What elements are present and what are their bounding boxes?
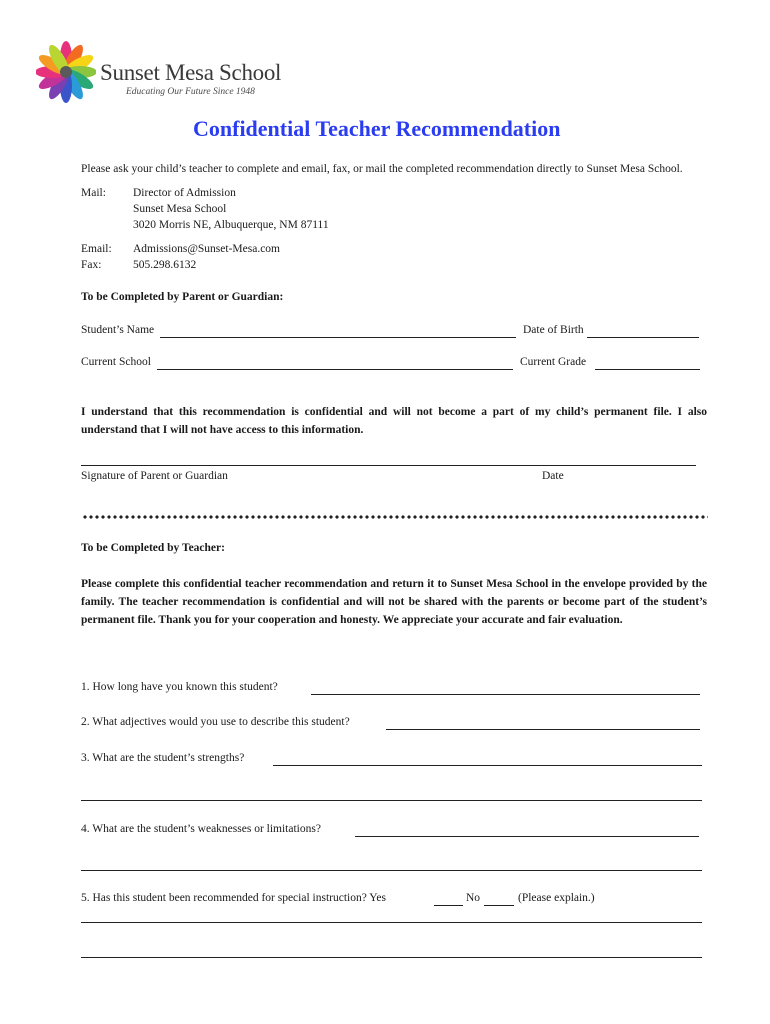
question-1-label: 1. How long have you known this student? (81, 681, 278, 693)
question-2-label: 2. What adjectives would you use to describe this student? (81, 716, 350, 728)
question-5-explain-label: (Please explain.) (518, 892, 595, 904)
question-3-field[interactable] (273, 765, 702, 766)
question-5-label: 5. Has this student been recommended for special instruction? Yes (81, 892, 387, 904)
intro-text: Please ask your child’s teacher to complete and email, fax, or mail the completed recommendation directly to Sunset Mesa School. (81, 163, 683, 175)
signature-label: Signature of Parent or Guardian (81, 470, 228, 482)
question-3-label: 3. What are the student’s strengths? (81, 752, 245, 764)
mail-line-1: Director of Admission (133, 187, 236, 199)
question-4-label: 4. What are the student’s weaknesses or limitations? (81, 823, 321, 835)
question-1-field[interactable] (311, 694, 700, 695)
email-address[interactable]: Admissions@Sunset-Mesa.com (133, 243, 280, 255)
student-name-field[interactable] (160, 337, 516, 338)
question-5-no-label: No (466, 892, 481, 904)
question-4-field[interactable] (355, 836, 699, 837)
current-school-label: Current School (81, 356, 151, 368)
question-2-field[interactable] (386, 729, 700, 730)
current-school-field[interactable] (157, 369, 513, 370)
student-name-label: Student’s Name (81, 324, 155, 336)
current-grade-field[interactable] (595, 369, 700, 370)
email-label: Email: (81, 243, 112, 255)
teacher-instructions: Please complete this confidential teacher recommendation and return it to Sunset Mesa School in the envelope provided by the family. The teacher recommendation is confidential and will not be shared with the parents or become part of the student’s permanent file. Thank you for your cooperation and honesty. We appreciate your accurate and fair evaluation. (81, 578, 707, 626)
question-4-field-2[interactable] (81, 870, 702, 871)
question-5-field-3[interactable] (81, 957, 702, 958)
page-title: Confidential Teacher Recommendation (193, 116, 561, 141)
question-5-yes-field[interactable] (434, 905, 463, 906)
section-divider (82, 514, 708, 520)
question-5-no-field[interactable] (484, 905, 514, 906)
dob-label: Date of Birth (523, 324, 584, 336)
signature-field[interactable] (81, 465, 696, 466)
fax-label: Fax: (81, 259, 102, 271)
current-grade-label: Current Grade (520, 356, 587, 368)
question-3-field-2[interactable] (81, 800, 702, 801)
dob-field[interactable] (587, 337, 699, 338)
mail-line-2: Sunset Mesa School (133, 203, 227, 215)
signature-date-label: Date (542, 470, 564, 482)
question-5-field-2[interactable] (81, 922, 702, 923)
confidential-statement: I understand that this recommendation is confidential and will not become a part of my child’s permanent file. I also understand that I will not have access to this information. (81, 406, 707, 436)
teacher-section-heading: To be Completed by Teacher: (81, 542, 225, 554)
fax-number: 505.298.6132 (133, 259, 197, 271)
mail-label: Mail: (81, 187, 106, 199)
parent-section-heading: To be Completed by Parent or Guardian: (81, 291, 284, 303)
school-tagline: Educating Our Future Since 1948 (126, 87, 255, 97)
school-name: Sunset Mesa School (100, 60, 282, 85)
mail-line-3: 3020 Morris NE, Albuquerque, NM 87111 (133, 219, 329, 231)
flower-logo-icon (36, 38, 96, 104)
